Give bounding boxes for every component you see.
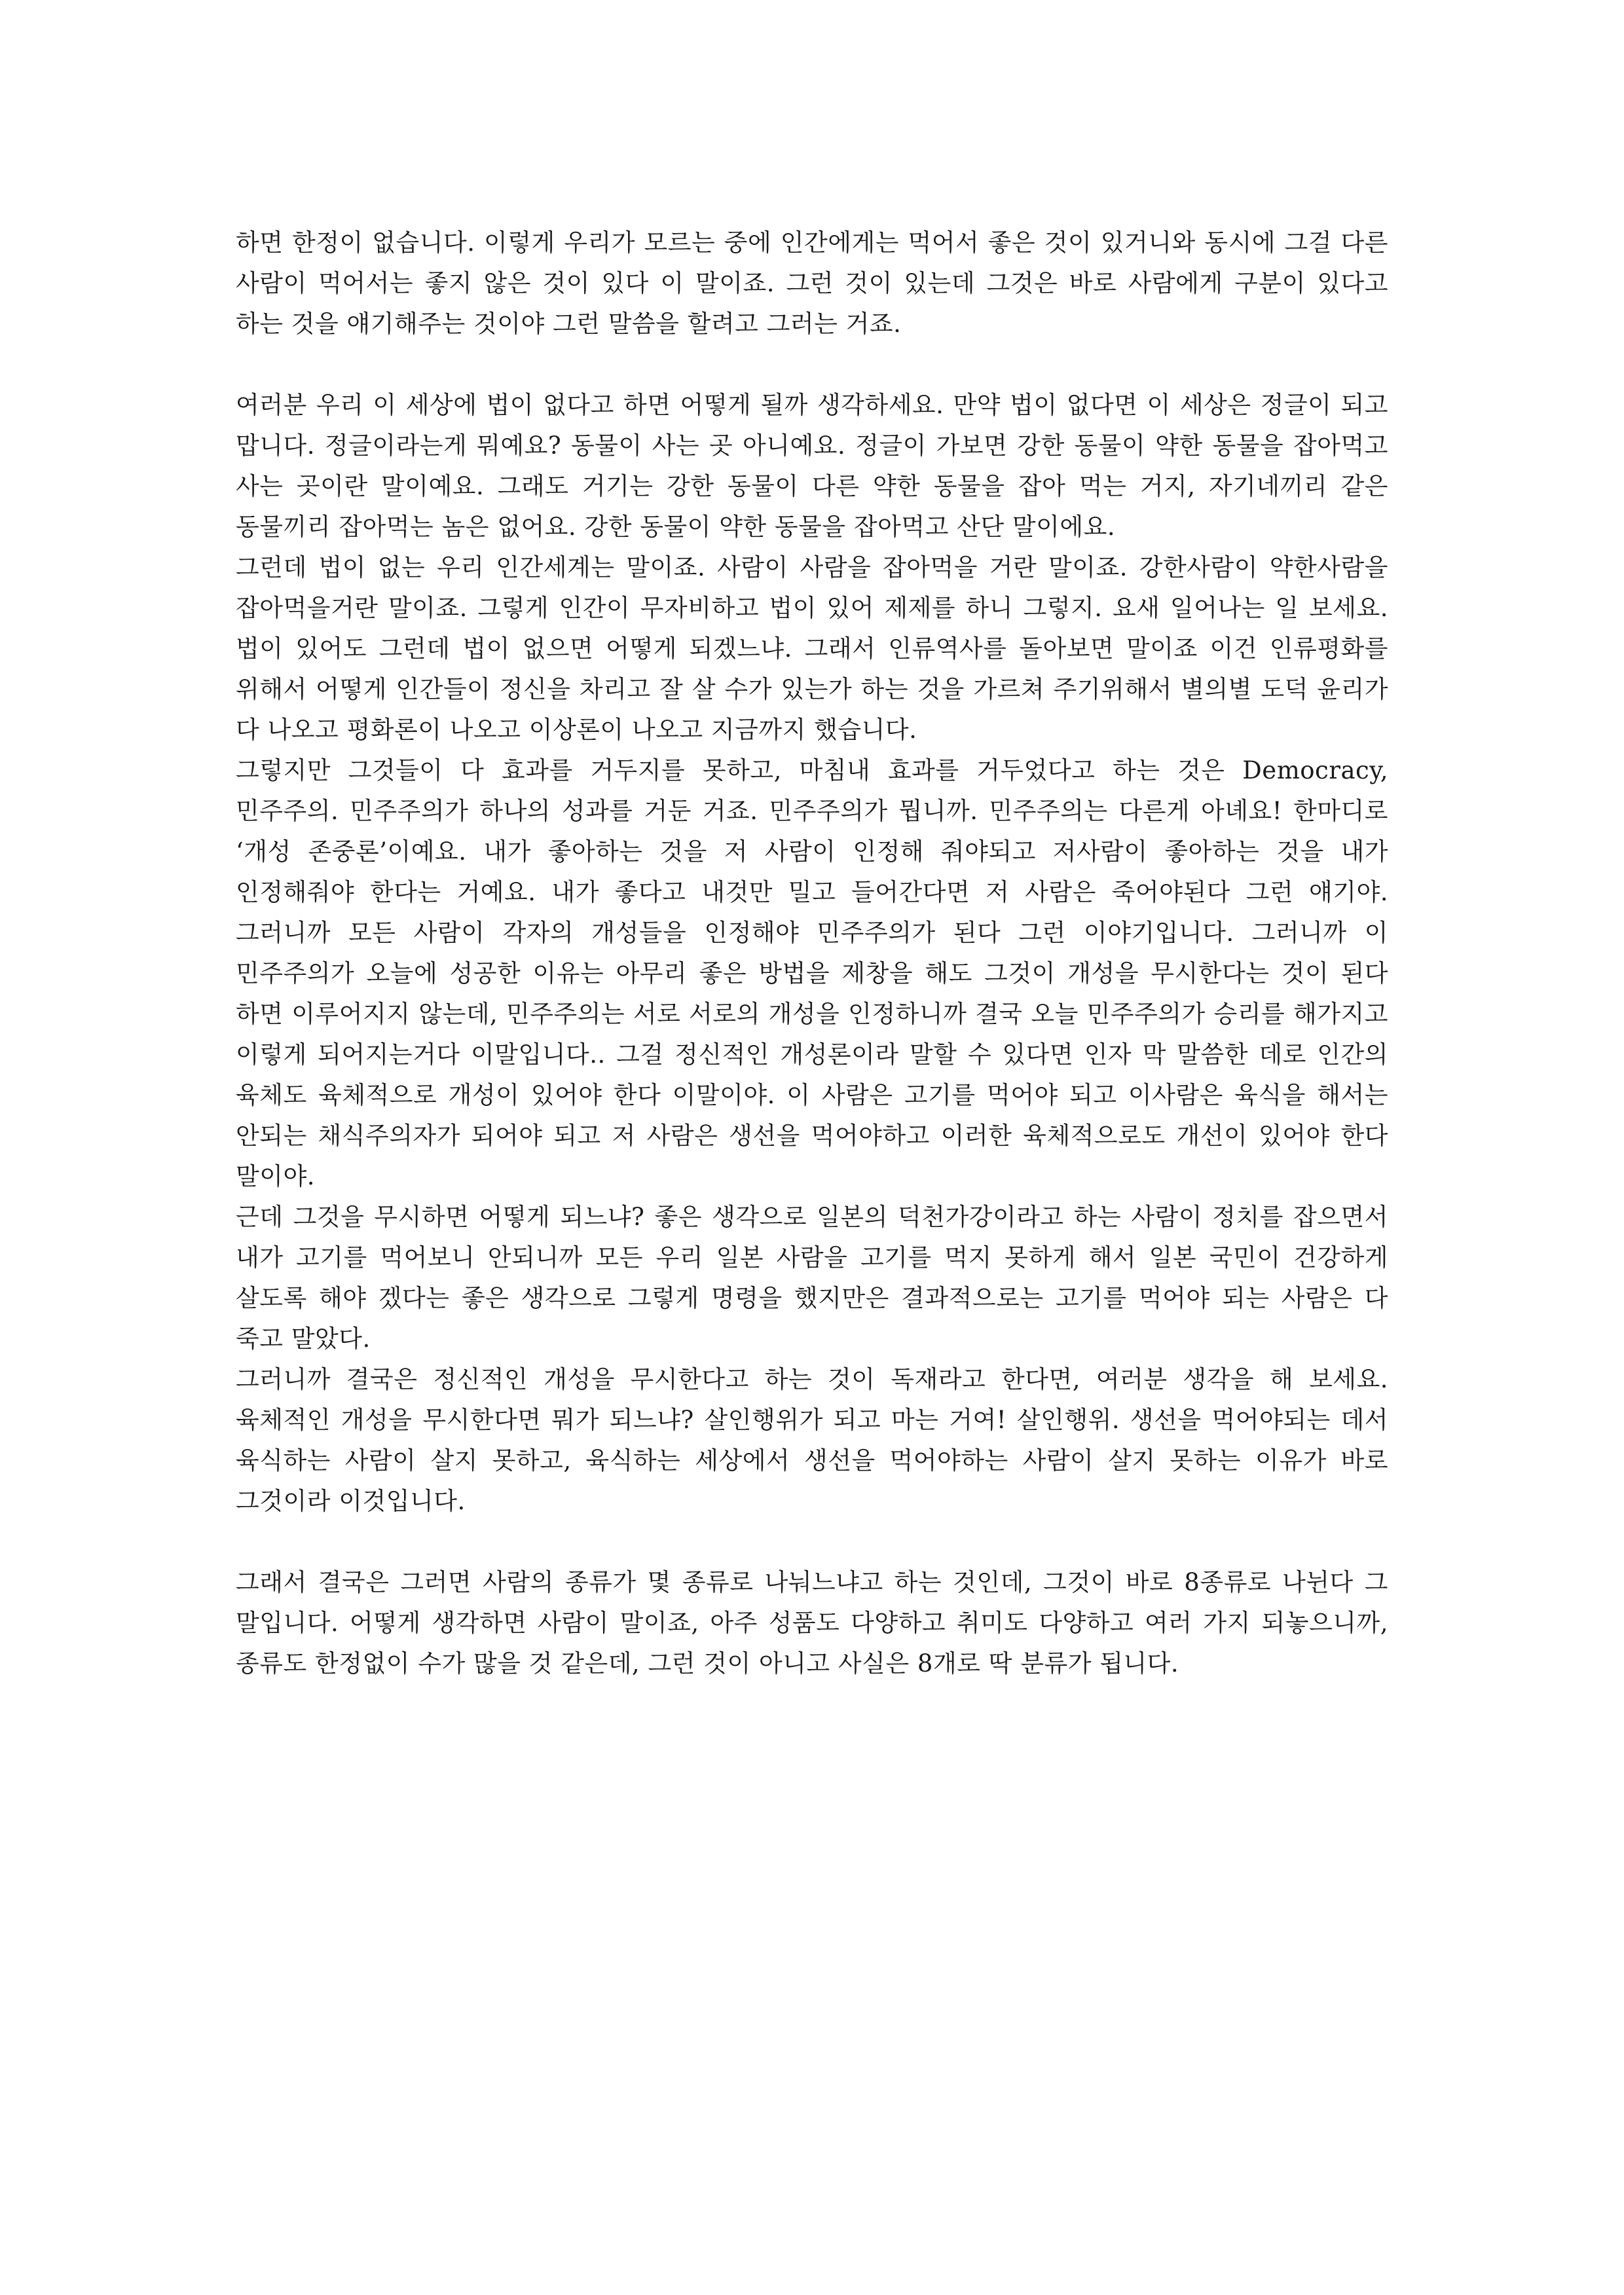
paragraph-6: 그러니까 결국은 정신적인 개성을 무시한다고 하는 것이 독재라고 한다면, 여러분 생각을 해 보세요. 육체적인 개성을 무시한다면 뭐가 되느냐? 살인행위가 되고 마는 거여! 살인행위. 생선을 먹어야되는 데서 육식하는 사람이 살지 못하고, 육식하는 세상에서 생선을 먹어야하는 사람이 살지 못하는 이유가 바로 그것이라 이것입니다. xyxy=(236,1365,1388,1515)
paragraph-2: 여러분 우리 이 세상에 법이 없다고 하면 어떻게 될까 생각하세요. 만약 법이 없다면 이 세상은 정글이 되고 맙니다. 정글이라는게 뭐예요? 동물이 사는 곳 아니예요. 정글이 가보면 강한 동물이 약한 동물을 잡아먹고 사는 곳이란 말이예요. 그래도 거기는 강한 동물이 다른 약한 동물을 잡아 먹는 거지, 자기네끼리 같은 동물끼리 잡아먹는 놈은 없어요. 강한 동물이 약한 동물을 잡아먹고 산단 말이에요. xyxy=(236,391,1388,541)
document-page xyxy=(236,223,1388,1684)
paragraph-7: 그래서 결국은 그러면 사람의 종류가 몇 종류로 나눠느냐고 하는 것인데, 그것이 바로 8종류로 나뉜다 그 말입니다. 어떻게 생각하면 사람이 말이죠, 아주 성품도 다양하고 취미도 다양하고 여러 가지 되놓으니까, 종류도 한정없이 수가 많을 것 같은데, 그런 것이 아니고 사실은 8개로 딱 분류가 됩니다. xyxy=(236,1568,1388,1678)
paragraph-4: 그렇지만 그것들이 다 효과를 거두지를 못하고, 마침내 효과를 거두었다고 하는 것은 Democracy, 민주주의. 민주주의가 하나의 성과를 거둔 거죠. 민주주의가 뭡니까. 민주주의는 다른게 아녜요! 한마디로 ‘개성 존중론’이예요. 내가 좋아하는 것을 저 사람이 인정해 줘야되고 저사람이 좋아하는 것을 내가 인정해줘야 한다는 거예요. 내가 좋다고 내것만 밀고 들어간다면 저 사람은 죽어야된다 그런 얘기야. 그러니까 모든 사람이 각자의 개성들을 인정해야 민주주의가 된다 그런 이야기입니다. 그러니까 이 민주주의가 오늘에 성공한 이유는 아무리 좋은 방법을 제창을 해도 그것이 개성을 무시한다는 것이 된다 하면 이루어지지 않는데, 민주주의는 서로 서로의 개성을 인정하니까 결국 오늘 민주주의가 승리를 해가지고 이렇게 되어지는거다 이말입니다.. 그걸 정신적인 개성론이라 말할 수 있다면 인자 막 말씀한 데로 인간의 육체도 육체적으로 개성이 있어야 한다 이말이야. 이 사람은 고기를 먹어야 되고 이사람은 육식을 해서는 안되는 채식주의자가 되어야 되고 저 사람은 생선을 먹어야하고 이러한 육체적으로도 개선이 있어야 한다 말이야. xyxy=(236,756,1388,1190)
paragraph-1: 하면 한정이 없습니다. 이렇게 우리가 모르는 중에 인간에게는 먹어서 좋은 것이 있거니와 동시에 그걸 다른 사람이 먹어서는 좋지 않은 것이 있다 이 말이죠. 그런 것이 있는데 그것은 바로 사람에게 구분이 있다고 하는 것을 얘기해주는 것이야 그런 말씀을 할려고 그러는 거죠. xyxy=(236,229,1388,338)
paragraph-5: 근데 그것을 무시하면 어떻게 되느냐? 좋은 생각으로 일본의 덕천가강이라고 하는 사람이 정치를 잡으면서 내가 고기를 먹어보니 안되니까 모든 우리 일본 사람을 고기를 먹지 못하게 해서 일본 국민이 건강하게 살도록 해야 겠다는 좋은 생각으로 그렇게 명령을 했지만은 결과적으로는 고기를 먹어야 되는 사람은 다 죽고 말았다. xyxy=(236,1203,1388,1353)
paragraph-3: 그런데 법이 없는 우리 인간세계는 말이죠. 사람이 사람을 잡아먹을 거란 말이죠. 강한사람이 약한사람을 잡아먹을거란 말이죠. 그렇게 인간이 무자비하고 법이 있어 제제를 하니 그렇지. 요새 일어나는 일 보세요. 법이 있어도 그런데 법이 없으면 어떻게 되겠느냐. 그래서 인류역사를 돌아보면 말이죠 이건 인류평화를 위해서 어떻게 인간들이 정신을 차리고 잘 살 수가 있는가 하는 것을 가르쳐 주기위해서 별의별 도덕 윤리가 다 나오고 평화론이 나오고 이상론이 나오고 지금까지 했습니다. xyxy=(236,553,1388,744)
